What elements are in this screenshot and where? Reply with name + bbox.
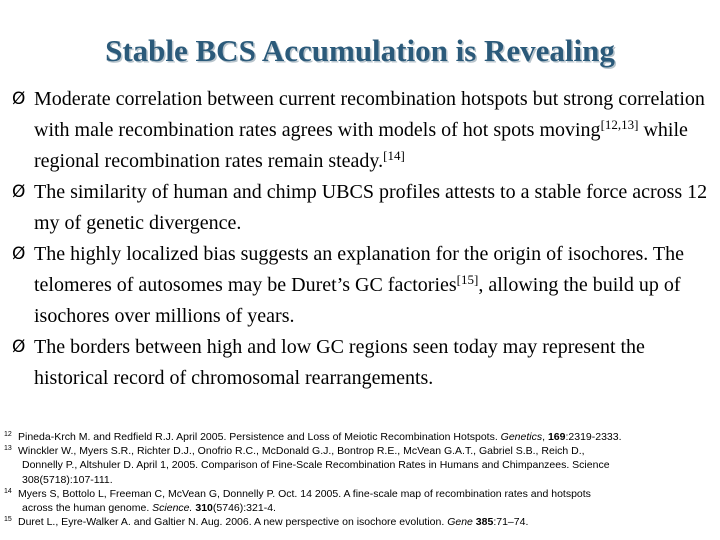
volume: 310 bbox=[195, 502, 213, 515]
reference-number: 13 bbox=[4, 445, 12, 453]
slide-title: Stable BCS Accumulation is Revealing bbox=[105, 33, 615, 68]
arrow-bullet-icon: Ø bbox=[12, 89, 26, 109]
reference-item bbox=[4, 515, 716, 529]
citation: [12,13] bbox=[600, 117, 639, 132]
bullet-text: The borders between high and low GC regions seen today may represent the historical record of chromosomal rearrangements. bbox=[34, 336, 645, 389]
volume: 169 bbox=[547, 431, 566, 443]
reference-text: Pineda-Krch M. and Redfield R.J. April 2005. Persistence and Loss of Meiotic Recombination Hotspots. bbox=[18, 431, 501, 443]
bullet-text: The similarity of human and chimp UBCS profiles attests to a stable force across 12 my of genetic divergence. bbox=[34, 181, 708, 234]
bullet-text: while regional recombination rates remain steady. bbox=[34, 119, 688, 172]
bullet-item bbox=[12, 332, 716, 394]
reference-pages: :2319-2333. bbox=[565, 431, 622, 443]
reference-text: Winckler W., Myers S.R., Richter D.J., Onofrio R.C., McDonald G.J., Bontrop R.E., McVean G.A.T., Gabriel S.B., Reich D., bbox=[18, 445, 585, 458]
reference-item: 12 Pineda-Krch M. and Redfield R.J. April 2005. Persistence and Loss of Meiotic Recombination Hotspots. Genetics, 169:2319-2333. bbox=[4, 431, 622, 443]
bullet-text: , allowing the build up of isochores over millions of years. bbox=[34, 274, 681, 327]
reference-pages: (5746):321-4. bbox=[212, 502, 276, 515]
references bbox=[4, 430, 716, 529]
reference-text: 308(5718):107-111. bbox=[22, 473, 113, 486]
volume: 385 bbox=[475, 516, 494, 529]
bullet-item bbox=[12, 84, 716, 177]
citation: [14] bbox=[383, 148, 405, 163]
bullet-text: Moderate correlation between current recombination hotspots but strong correlation with male recombination rates agrees with models of hot spots moving bbox=[34, 88, 705, 141]
journal-name: Gene bbox=[447, 516, 473, 529]
bullet-item bbox=[12, 239, 716, 332]
bullet-text: The highly localized bias suggests an explanation for the origin of isochores. The telomeres of autosomes may be Duret’s GC factories bbox=[34, 243, 685, 296]
reference-text: Duret L., Eyre-Walker A. and Galtier N. Aug. 2006. A new perspective on isochore evolution. bbox=[18, 516, 448, 529]
citation: [15] bbox=[456, 272, 479, 287]
reference-item bbox=[4, 487, 716, 515]
reference-pages: :71–74. bbox=[493, 516, 529, 529]
reference-text: Myers S, Bottolo L, Freeman C, McVean G, Donnelly P. Oct. 14 2005. A fine-scale map of recombination rates and hotspots bbox=[18, 487, 591, 500]
journal-name: Science. bbox=[152, 502, 193, 515]
reference-number: 12 bbox=[4, 431, 12, 438]
reference-number: 14 bbox=[4, 487, 12, 495]
bullet-item bbox=[12, 177, 716, 239]
arrow-bullet-icon: Ø bbox=[12, 337, 26, 357]
arrow-bullet-icon: Ø bbox=[12, 244, 26, 264]
bullet-list bbox=[12, 84, 716, 394]
reference-text-continued: across the human genome. Science. 310(5746):321-4. bbox=[22, 502, 276, 515]
reference-item bbox=[4, 444, 716, 487]
journal-name: Genetics bbox=[500, 431, 543, 443]
reference-number: 15 bbox=[4, 516, 12, 524]
reference-text: Donnelly P., Altshuler D. April 1, 2005. Comparison of Fine-Scale Recombination Rates in Humans and Chimpanzees. Science bbox=[22, 459, 610, 472]
arrow-bullet-icon: Ø bbox=[12, 182, 26, 202]
